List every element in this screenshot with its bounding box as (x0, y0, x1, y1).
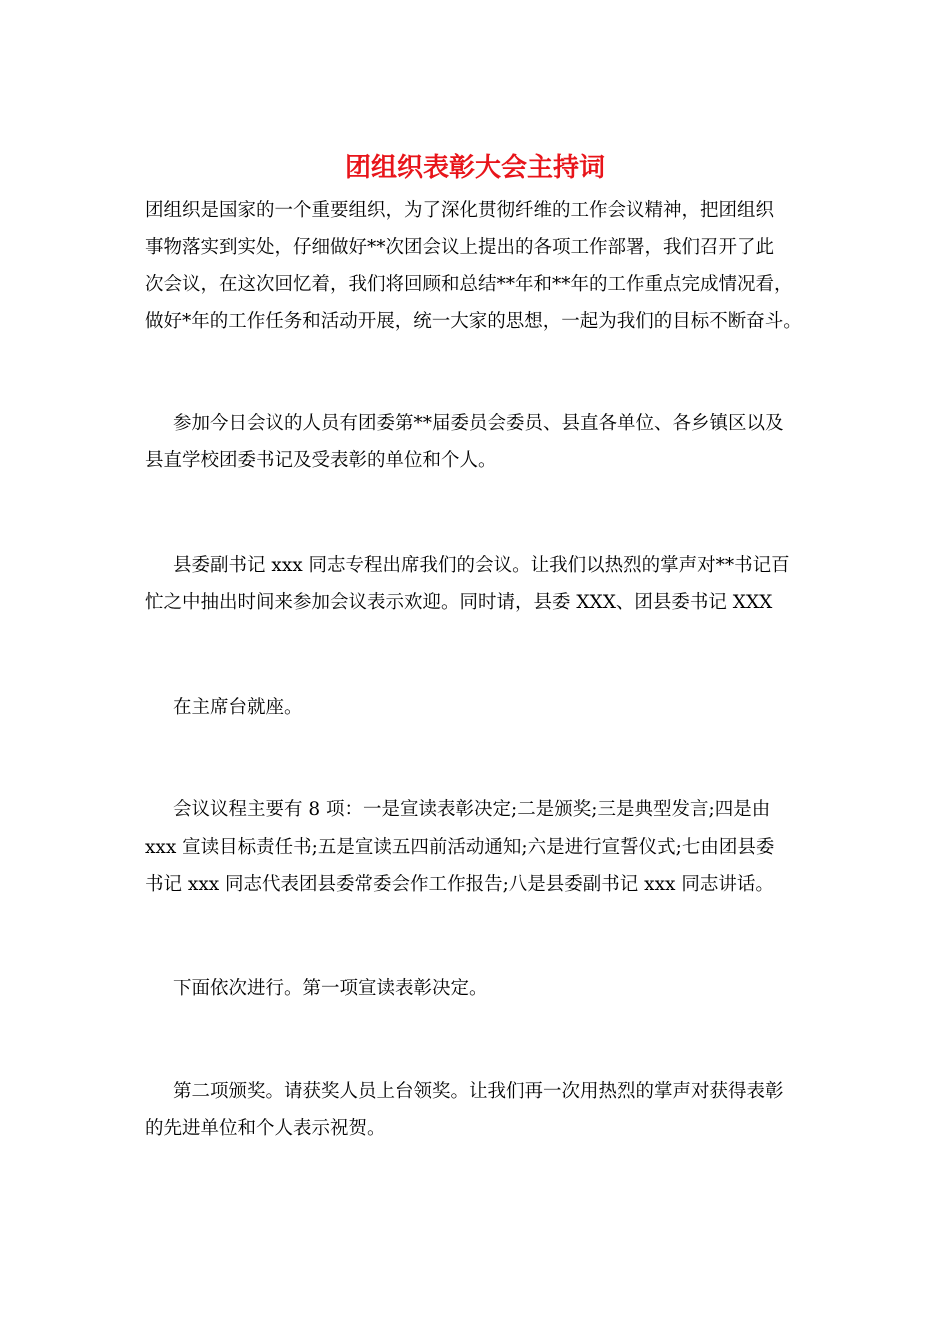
paragraph-3-line-1: 县委副书记 xxx 同志专程出席我们的会议。让我们以热烈的掌声对**书记百 (173, 555, 790, 576)
paragraph-7-line-1: 第二项颁奖。请获奖人员上台领奖。让我们再一次用热烈的掌声对获得表彰 (173, 1081, 784, 1102)
paragraph-6-line-1: 下面依次进行。第一项宣读表彰决定。 (173, 978, 488, 999)
paragraph-7-line-2: 的先进单位和个人表示祝贺。 (145, 1118, 386, 1139)
paragraph-1-line-2: 事物落实到实处，仔细做好**次团会议上提出的各项工作部署，我们召开了此 (145, 237, 775, 258)
paragraph-5-line-3: 书记 xxx 同志代表团县委常委会作工作报告;八是县委副书记 xxx 同志讲话。 (145, 874, 774, 895)
paragraph-1-line-1: 团组织是国家的一个重要组织，为了深化贯彻纤维的工作会议精神，把团组织 (145, 200, 775, 221)
paragraph-4-line-1: 在主席台就座。 (173, 697, 303, 718)
paragraph-5-line-1: 会议议程主要有 8 项：一是宣读表彰决定;二是颁奖;三是典型发言;四是由 (173, 799, 771, 820)
paragraph-1-line-4: 做好*年的工作任务和活动开展，统一大家的思想，一起为我们的目标不断奋斗。 (145, 311, 802, 332)
paragraph-2-line-1: 参加今日会议的人员有团委第**届委员会委员、县直各单位、各乡镇区以及 (173, 413, 784, 434)
paragraph-1-line-3: 次会议，在这次回忆着，我们将回顾和总结**年和**年的工作重点完成情况看， (145, 274, 793, 295)
paragraph-5-line-2: xxx 宣读目标责任书;五是宣读五四前活动通知;六是进行宣誓仪式;七由团县委 (145, 837, 775, 858)
paragraph-2-line-2: 县直学校团委书记及受表彰的单位和个人。 (145, 450, 497, 471)
document-title: 团组织表彰大会主持词 (344, 153, 605, 183)
paragraph-3-line-2: 忙之中抽出时间来参加会议表示欢迎。同时请，县委 XXX、团县委书记 XXX (145, 592, 773, 613)
